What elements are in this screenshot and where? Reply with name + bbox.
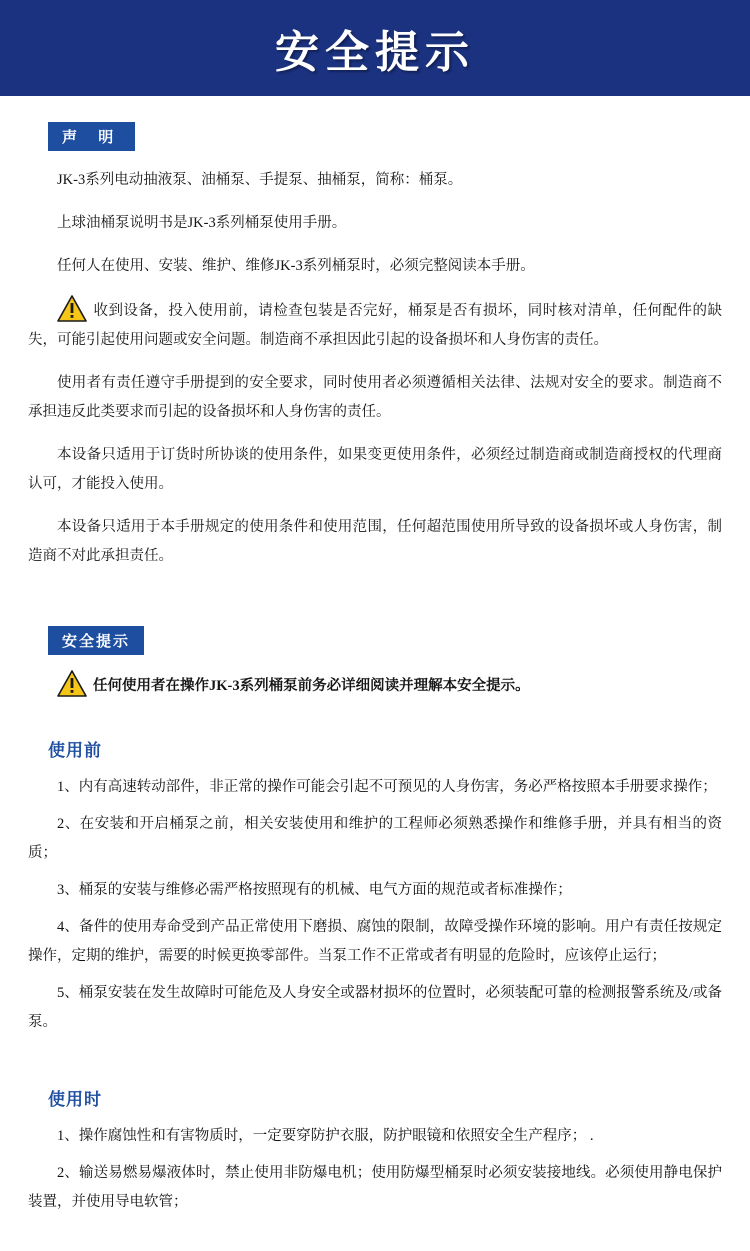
paragraph-declaration-3: 任何人在使用、安装、维护、维修JK-3系列桶泵时，必须完整阅读本手册。 bbox=[57, 258, 535, 274]
section-tag-safety: 安全提示 bbox=[48, 626, 144, 655]
safety-notice bbox=[26, 665, 724, 706]
document-content bbox=[0, 96, 750, 1251]
paragraph-declaration-7: 本设备只适用于本手册规定的使用条件和使用范围，任何超范围使用所导致的设备损坏或人身伤害，制造商不对此承担责任。 bbox=[28, 519, 722, 564]
subheading-before-use: 使用前 bbox=[48, 741, 102, 761]
list-item: 1、操作腐蚀性和有害物质时，一定要穿防护衣服，防护眼镜和依照安全生产程序； . bbox=[57, 1128, 594, 1144]
paragraph-declaration-4-text: 收到设备，投入使用前，请检查包装是否完好，桶泵是否有损坏，同时核对清单，任何配件的缺失，可能引起使用问题或安全问题。制造商不承担因此引起的设备损坏和人身伤害的责任。 bbox=[28, 303, 722, 348]
list-item: 5、桶泵安装在发生故障时可能危及人身安全或器材损坏的位置时，必须装配可靠的检测报警系统及/或备泵。 bbox=[28, 985, 722, 1030]
list-item: 4、备件的使用寿命受到产品正常使用下磨损、腐蚀的限制，故障受操作环境的影响。用户有责任按规定操作，定期的维护，需要的时候更换零部件。当泵工作不正常或者有明显的危险时，应该停止运行； bbox=[28, 919, 722, 964]
spacer bbox=[26, 1041, 724, 1055]
paragraph-declaration-5: 使用者有责任遵守手册提到的安全要求，同时使用者必须遵循相关法律、法规对安全的要求。制造商不承担违反此类要求而引起的设备损坏和人身伤害的责任。 bbox=[28, 375, 722, 420]
paragraph-declaration-4 bbox=[26, 290, 724, 360]
spacer bbox=[26, 580, 724, 604]
banner-title: 安全提示 bbox=[275, 27, 475, 78]
warning-triangle-icon bbox=[57, 295, 87, 322]
paragraph-declaration-2: 上球油桶泵说明书是JK-3系列桶泵使用手册。 bbox=[57, 215, 347, 231]
list-item: 3、桶泵的安装与维修必需严格按照现有的机械、电气方面的规范或者标准操作； bbox=[57, 882, 572, 898]
paragraph-declaration-1: JK-3系列电动抽液泵、油桶泵、手提泵、抽桶泵，简称：桶泵。 bbox=[57, 172, 463, 188]
list-item: 2、在安装和开启桶泵之前，相关安装使用和维护的工程师必须熟悉操作和维修手册，并具有相当的资质； bbox=[28, 816, 722, 861]
subheading-during-use: 使用时 bbox=[48, 1090, 102, 1110]
list-item: 1、内有高速转动部件，非正常的操作可能会引起不可预见的人身伤害，务必严格按照本手册要求操作； bbox=[57, 779, 717, 795]
section-tag-declaration: 声 明 bbox=[48, 122, 135, 151]
safety-notice-text: 任何使用者在操作JK-3系列桶泵前务必详细阅读并理解本安全提示。 bbox=[93, 678, 530, 694]
warning-triangle-icon bbox=[57, 670, 87, 697]
page-banner bbox=[0, 0, 750, 96]
paragraph-declaration-6: 本设备只适用于订货时所协谈的使用条件，如果变更使用条件，必须经过制造商或制造商授权的代理商认可，才能投入使用。 bbox=[28, 447, 722, 492]
list-item: 2、输送易燃易爆液体时，禁止使用非防爆电机；使用防爆型桶泵时必须安装接地线。必须使用静电保护装置，并使用导电软管； bbox=[28, 1165, 722, 1210]
